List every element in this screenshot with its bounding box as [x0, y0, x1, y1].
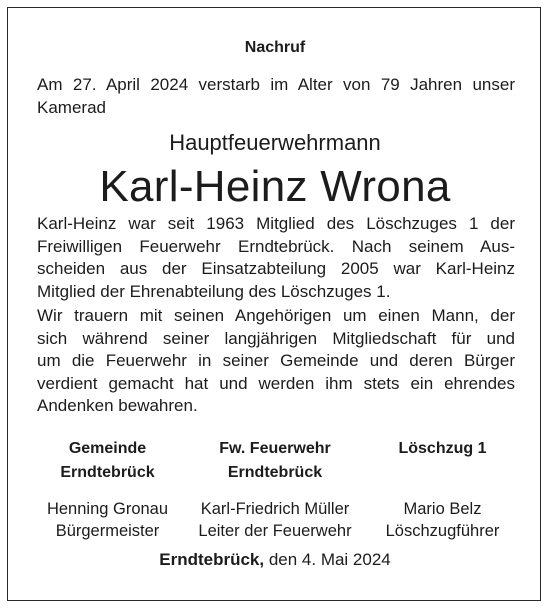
condolence-paragraph [37, 305, 515, 418]
signature-org: Erndtebrück [227, 464, 323, 481]
signature-org: Gemeinde [68, 440, 147, 457]
intro-line: Am 27. April 2024 verstarb im Alter von 79 Jahren unser [37, 75, 515, 94]
signature-name: Henning Gronau [46, 500, 169, 518]
signature-name: Mario Belz [403, 500, 482, 518]
signature-org: Fw. Feuerwehr [219, 440, 331, 457]
signature-company [365, 437, 520, 542]
signature-org: Löschzug 1 [398, 440, 487, 457]
deceased-rank: Hauptfeuerwehrmann [169, 130, 381, 155]
condolence-line: um die Feuerwehr in seiner Gemeinde und deren Bürger [37, 351, 515, 370]
intro-text [37, 74, 515, 119]
signature-municipality [30, 437, 185, 542]
biography-line: scheiden aus der Einsatzabteilung 2005 war Karl-Heinz [37, 259, 515, 278]
biography-line: Freiwilligen Feuerwehr Erndtebrück. Nach seinem Aus- [37, 236, 515, 256]
signature-title: Löschzugführer [385, 522, 500, 540]
signature-org: Erndtebrück [60, 464, 155, 481]
place-and-date [0, 549, 550, 571]
intro-line: Kamerad [37, 97, 106, 117]
biography-line: Mitglied der Ehrenabteilung des Löschzuges 1. [37, 281, 391, 301]
signature-name: Karl-Friedrich Müller [200, 500, 350, 518]
condolence-line: Andenken bewahren. [37, 396, 198, 415]
deceased-name: Karl-Heinz Wrona [99, 162, 451, 211]
date: den 4. Mai 2024 [268, 550, 391, 569]
obituary-heading: Nachruf [244, 39, 306, 56]
signature-title: Bürgermeister [55, 522, 160, 540]
condolence-line: Wir trauern mit seinen Angehörigen um einen Mann, der [37, 306, 515, 325]
signature-fire-department [198, 437, 353, 542]
signature-org [365, 461, 520, 485]
biography-line: Karl-Heinz war seit 1963 Mitglied des Löschzuges 1 der [37, 214, 515, 233]
condolence-line: verdient gemacht hat und werden ihm stets ein ehrendes [37, 373, 515, 393]
signature-block [30, 437, 520, 542]
condolence-line: sich während seiner langjährigen Mitgliedschaft für und [37, 328, 515, 348]
biography-paragraph [37, 213, 515, 303]
signature-title: Leiter der Feuerwehr [198, 522, 352, 540]
place: Erndtebrück, [159, 550, 265, 569]
